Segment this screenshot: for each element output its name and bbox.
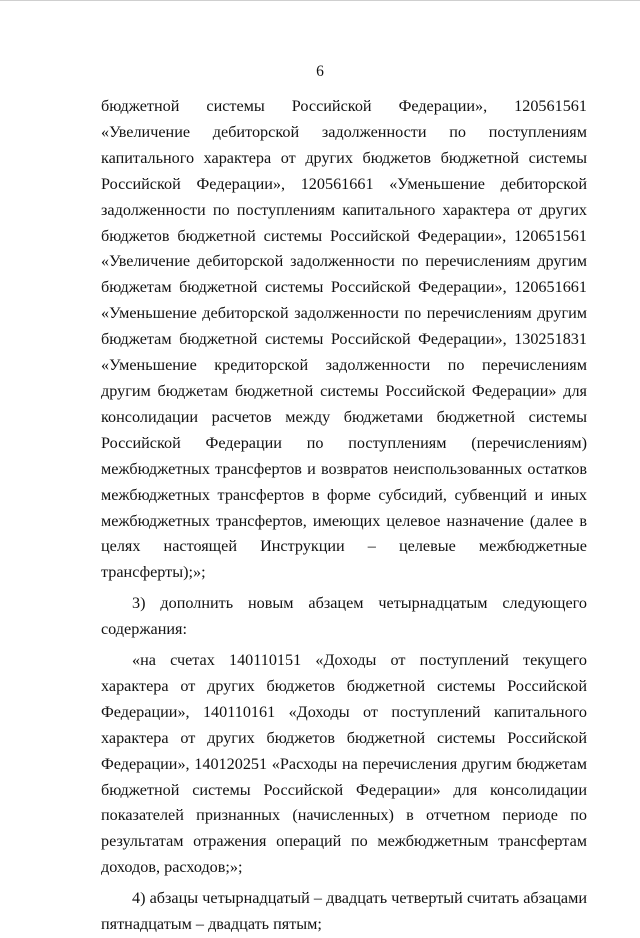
paragraph-new-abzac-text: «на счетах 140110151 «Доходы от поступлений текущего характера от других бюджетов бюджетной системы Российской Федерации», 140110161 «Доходы от поступлений капитального характера от других бюджетов бюджетной системы Российской Федерации», 140120251 «Расходы на перечисления другим бюджетам бюджетной системы Российской Федерации» для консолидации показателей признанных (начисленных) в отчетном периоде по результатам отражения операций по межбюджетным трансфертам доходов, расходов;»;	[101, 651, 587, 877]
paragraph-item-3: 3) дополнить новым абзацем четырнадцатым следующего содержания:	[101, 594, 587, 639]
paragraph-accounts-list: бюджетной системы Российской Федерации», 120561561 «Увеличение дебиторской задолженности по поступлениям капитального характера от других бюджетов бюджетной системы Российской Федерации», 120561661 «Уменьшение дебиторской задолженности по поступлениям капитального характера от других бюджетов бюджетной системы Российской Федерации», 120651561 «Увеличение дебиторской задолженности по перечислениям другим бюджетам бюджетной системы Российской Федерации», 120651661 «Уменьшение дебиторской задолженности по перечислениям другим бюджетам бюджетной системы Российской Федерации», 130251831 «Уменьшение кредиторской задолженности по перечислениям другим бюджетам бюджетной системы Российской Федерации» для консолидации расчетов между бюджетами бюджетной системы Российской Федерации по поступлениям (перечислениям) межбюджетных трансфертов и возвратов неиспользованных остатков межбюджетных трансфертов в форме субсидий, субвенций и иных межбюджетных трансфертов, имеющих целевое назначение (далее в целях настоящей Инструкции – целевые межбюджетные трансферты);»;	[101, 97, 587, 582]
page-number: 6	[316, 63, 324, 80]
document-body	[101, 94, 587, 938]
scan-top-edge	[0, 0, 640, 1]
paragraph-item-4: 4) абзацы четырнадцатый – двадцать четвертый считать абзацами пятнадцатым – двадцать пятым;	[101, 889, 587, 934]
